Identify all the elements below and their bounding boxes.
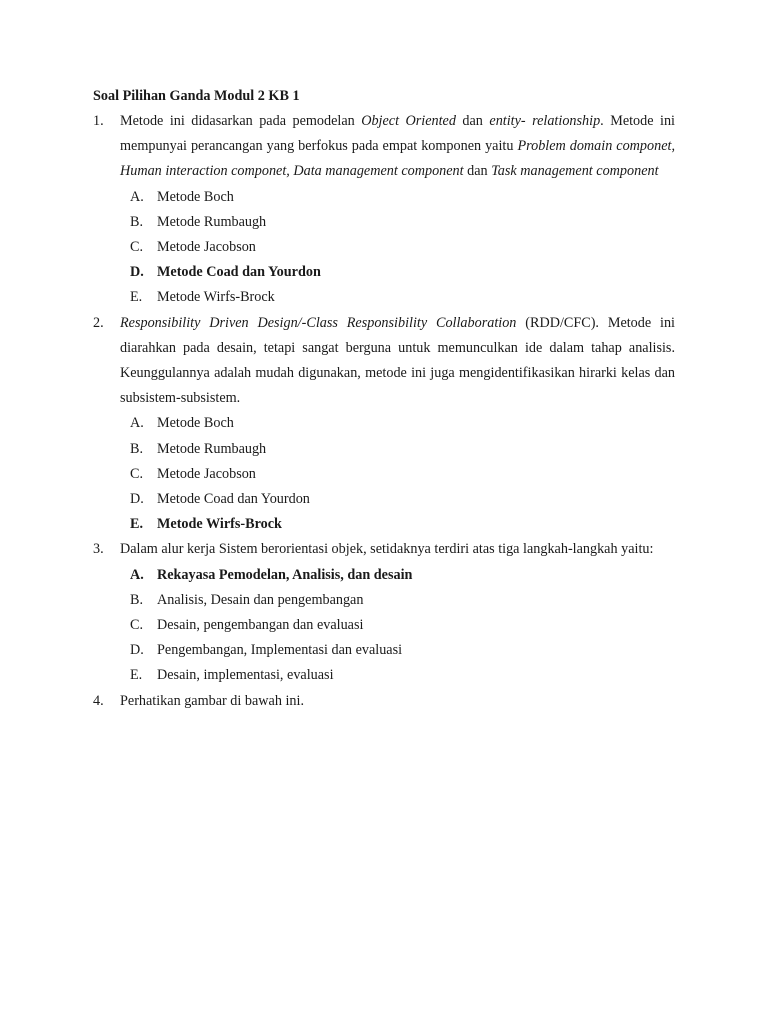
option-text: Metode Rumbaugh	[157, 440, 267, 457]
question-text-italic: Problem domain componet, Human interaction componet, Data management component	[120, 138, 675, 180]
question-text-segment: dan	[455, 113, 490, 129]
option-text: Metode Boch	[157, 415, 234, 432]
option-text: Metode Boch	[157, 188, 234, 205]
option-text: Metode Coad dan Yourdon	[157, 264, 321, 281]
option-text: Metode Wirfs-Brock	[157, 516, 282, 533]
option-letter: B.	[130, 213, 144, 230]
option-letter: D.	[130, 491, 144, 508]
question-row	[93, 537, 675, 562]
question-text-italic: entity- relationship	[489, 113, 601, 129]
answer-option	[93, 210, 675, 235]
answer-option	[93, 638, 675, 663]
option-text: Desain, implementasi, evaluasi	[157, 667, 334, 684]
answer-option	[93, 185, 675, 210]
question-text-italic: Task management component	[491, 163, 659, 180]
answer-option	[93, 411, 675, 436]
question-text	[120, 537, 675, 562]
option-letter: E.	[130, 667, 143, 684]
option-text: Metode Wirfs-Brock	[157, 289, 275, 306]
question-text-italic: Responsibility Driven Design/-Class Responsibility Collaboration	[120, 314, 517, 331]
question-text-segment: Metode ini didasarkan pada pemodelan	[120, 113, 362, 129]
option-letter: B.	[130, 591, 144, 608]
question-2	[93, 311, 675, 538]
answer-option	[93, 235, 675, 260]
option-letter: C.	[130, 465, 144, 482]
question-row	[93, 311, 675, 412]
option-letter: E.	[130, 516, 144, 533]
answer-option	[93, 613, 675, 638]
option-text: Metode Jacobson	[157, 465, 256, 482]
option-letter: C.	[130, 239, 144, 256]
question-row	[93, 689, 675, 714]
question-text-segment: Perhatikan gambar di bawah ini.	[120, 692, 304, 709]
answer-options	[93, 563, 675, 689]
question-1	[93, 109, 675, 311]
option-letter: B.	[130, 440, 144, 457]
answer-options	[93, 411, 675, 537]
answer-option-correct	[93, 563, 675, 588]
answer-option	[93, 462, 675, 487]
question-text-segment: dan	[463, 163, 492, 180]
option-text: Metode Rumbaugh	[157, 213, 267, 230]
question-text	[120, 311, 675, 412]
answer-options	[93, 185, 675, 311]
option-text: Analisis, Desain dan pengembangan	[157, 591, 364, 608]
question-text-segment: (RDD/CFC). Metode ini diarahkan pada desain, tetapi sangat berguna untuk memunculkan ide dalam tahap analisis. Keunggulannya adalah mudah digunakan, metode ini juga mengidentifikasikan hirarki kelas dan subsistem-subsistem.	[120, 314, 675, 407]
page-title: Soal Pilihan Ganda Modul 2 KB 1	[93, 88, 300, 104]
option-letter: C.	[130, 617, 144, 634]
question-text-italic: Object Oriented	[361, 113, 456, 129]
answer-option-correct	[93, 260, 675, 285]
question-number: 3.	[93, 541, 104, 558]
question-list	[93, 109, 675, 714]
option-letter: A.	[130, 188, 144, 205]
question-row	[93, 109, 675, 185]
question-4	[93, 689, 675, 714]
option-letter: E.	[130, 289, 143, 306]
question-text	[120, 689, 675, 714]
question-number: 4.	[93, 692, 104, 709]
question-text-segment: Dalam alur kerja Sistem berorientasi objek, setidaknya terdiri atas tiga langkah-langkah yaitu:	[120, 541, 654, 558]
option-letter: D.	[130, 642, 144, 659]
question-3	[93, 537, 675, 688]
question-text	[120, 109, 675, 185]
answer-option-correct	[93, 512, 675, 537]
answer-option	[93, 285, 675, 310]
question-text-segment: . Metode ini mempunyai perancangan yang berfokus pada empat komponen yaitu	[120, 113, 675, 155]
question-number: 2.	[93, 314, 104, 331]
answer-option	[93, 663, 675, 688]
option-text: Metode Coad dan Yourdon	[157, 491, 310, 508]
option-letter: D.	[130, 264, 144, 281]
option-letter: A.	[130, 415, 144, 432]
answer-option	[93, 588, 675, 613]
answer-option	[93, 437, 675, 462]
option-text: Desain, pengembangan dan evaluasi	[157, 617, 364, 634]
option-text: Metode Jacobson	[157, 239, 256, 256]
answer-option	[93, 487, 675, 512]
option-text: Pengembangan, Implementasi dan evaluasi	[157, 642, 403, 659]
option-text: Rekayasa Pemodelan, Analisis, dan desain	[157, 566, 413, 583]
option-letter: A.	[130, 566, 144, 583]
question-number: 1.	[93, 113, 104, 129]
